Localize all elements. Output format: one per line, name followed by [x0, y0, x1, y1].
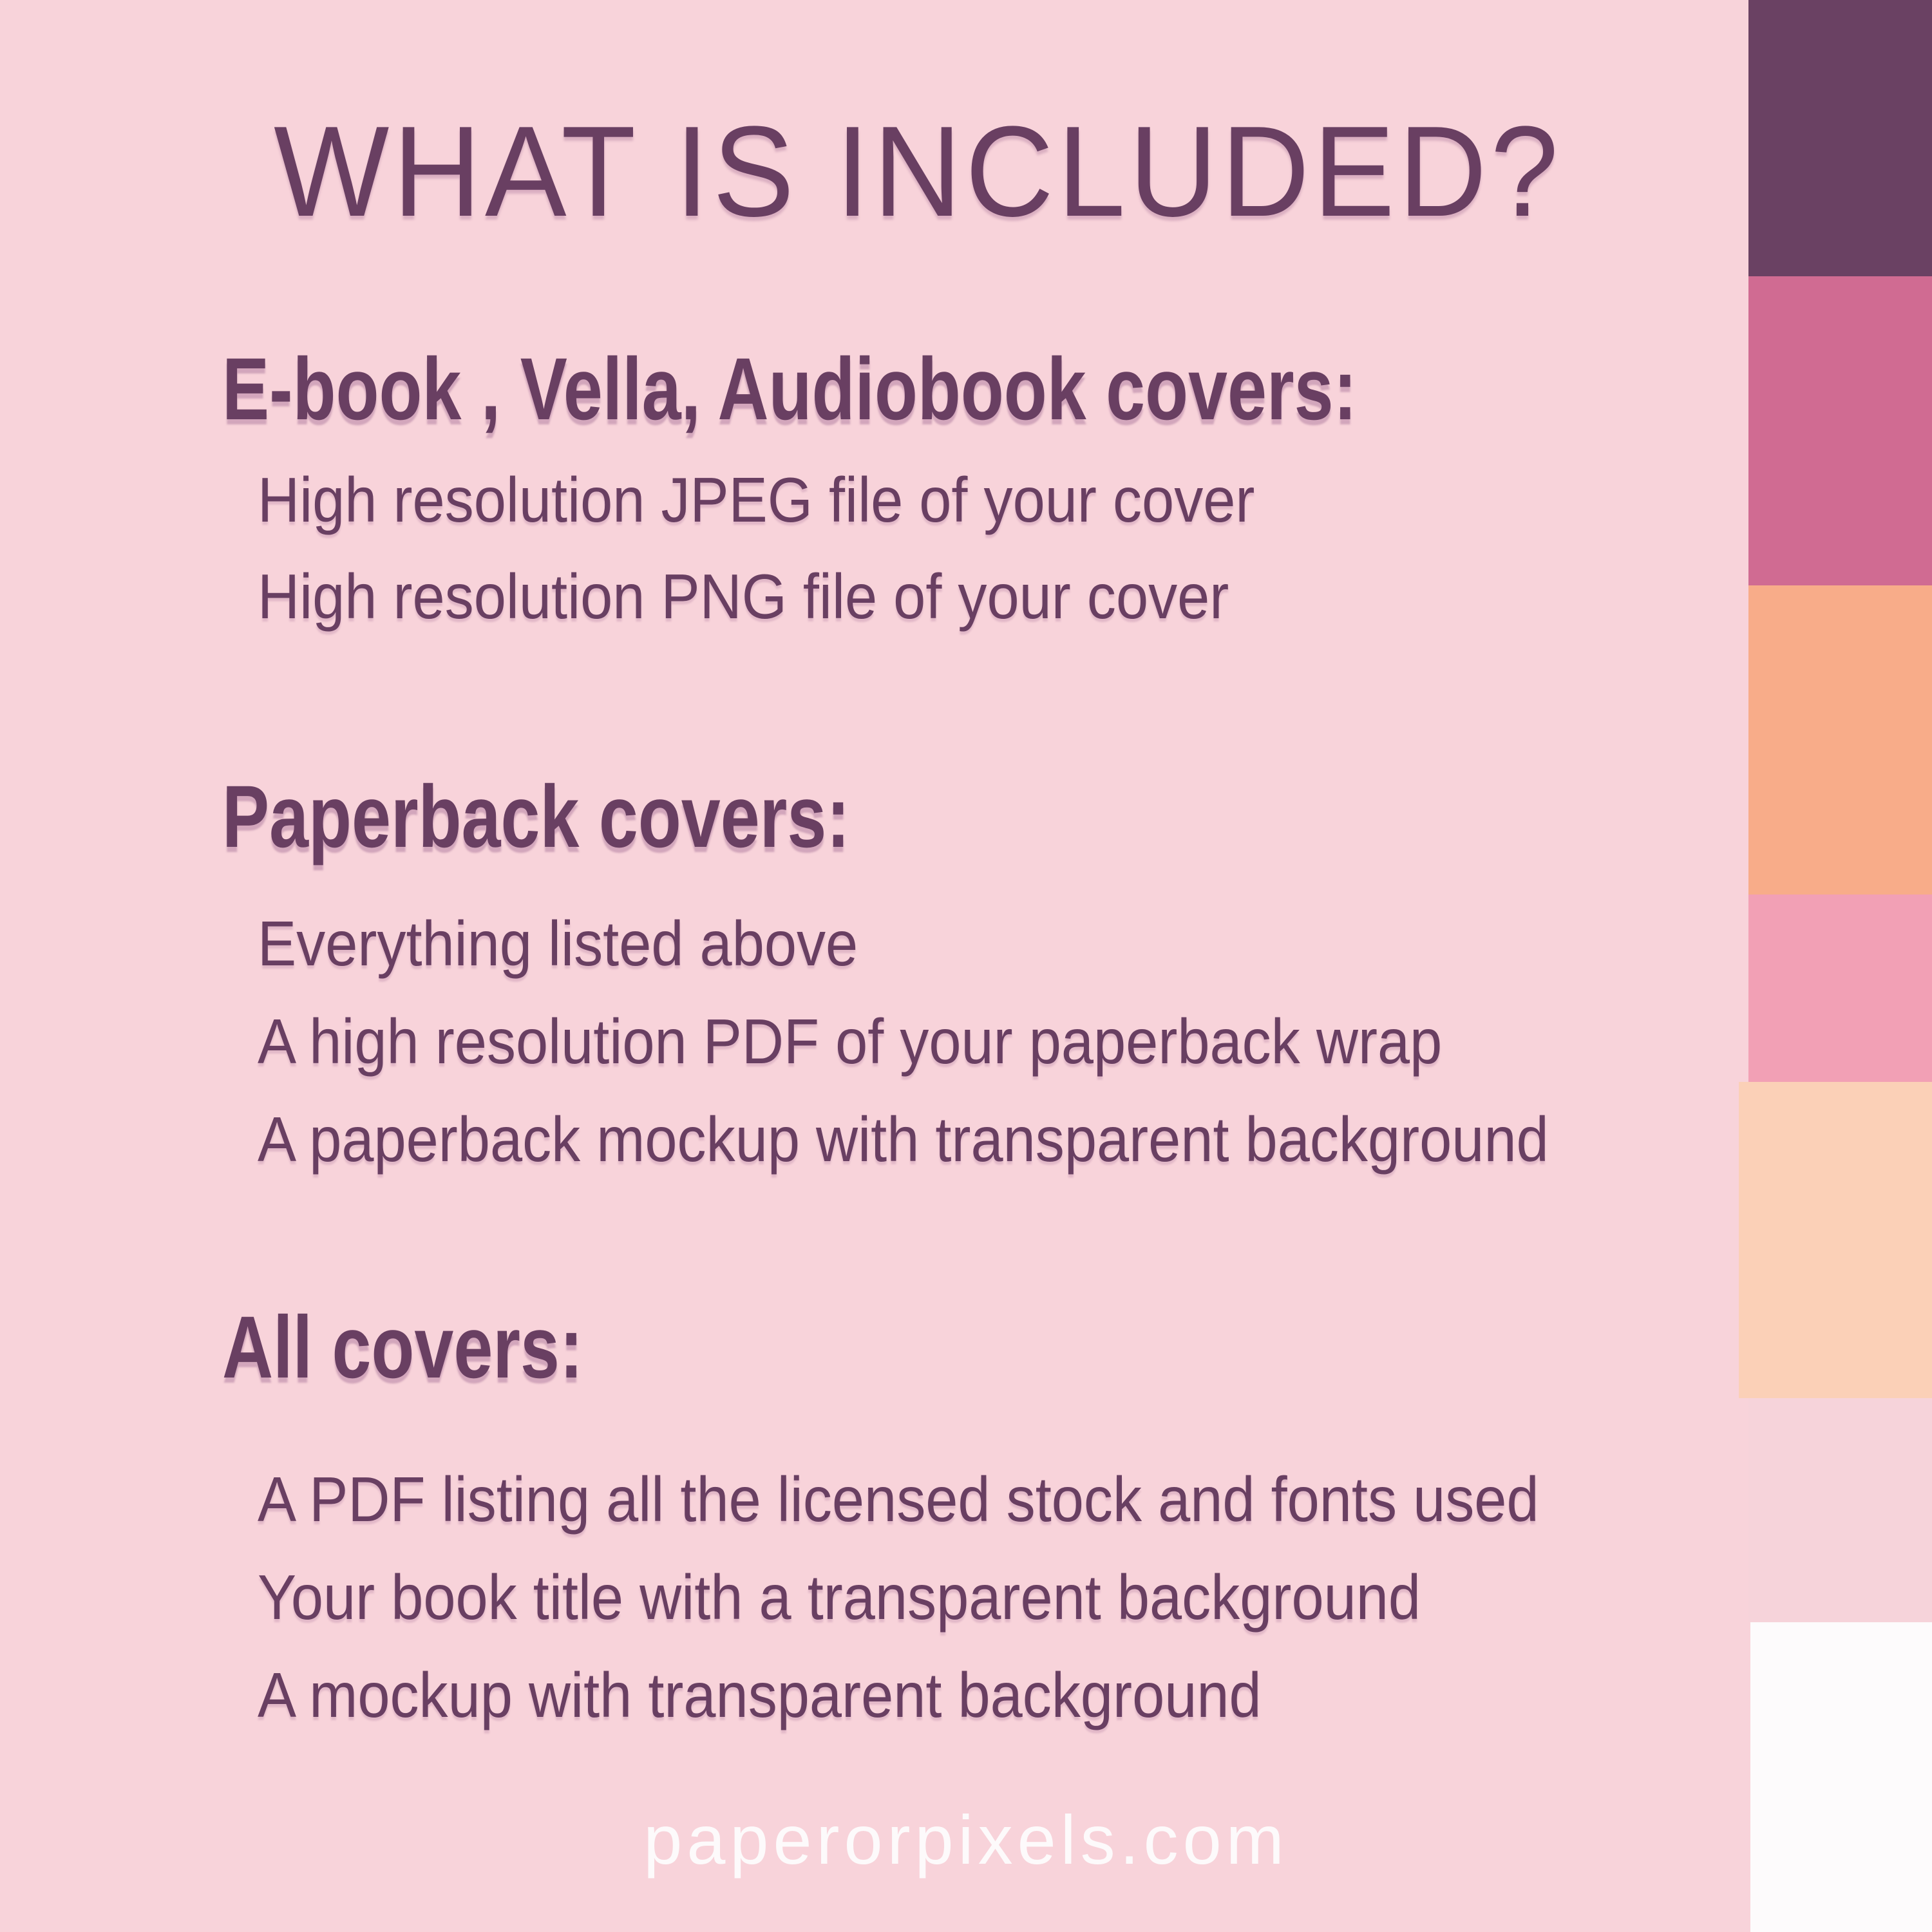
palette-swatch-peach [1739, 1082, 1932, 1398]
palette-swatch-salmon-orange [1748, 585, 1932, 895]
palette-swatch-blush [1748, 1398, 1932, 1622]
page-title: WHAT IS INCLUDED? [274, 100, 1562, 243]
website-url: paperorpixels.com [643, 1801, 1289, 1879]
palette-swatch-rose-pink [1748, 895, 1932, 1082]
section-heading-paperback-covers: Paperback covers: [222, 768, 850, 866]
list-item: High resolution PNG file of your cover [258, 561, 1229, 632]
palette-swatch-dark-plum [1748, 0, 1932, 276]
list-item: A mockup with transparent background [258, 1660, 1262, 1730]
palette-swatch-raspberry [1748, 276, 1932, 585]
list-item: A PDF listing all the licensed stock and fonts used [258, 1464, 1539, 1535]
list-item: Your book title with a transparent background [258, 1562, 1421, 1633]
section-heading-all-covers: All covers: [222, 1298, 583, 1397]
list-item: High resolution JPEG file of your cover [258, 464, 1255, 535]
palette-swatch-white [1750, 1622, 1932, 1932]
section-heading-ebook-covers: E-book , Vella, Audiobook covers: [222, 340, 1358, 439]
list-item: A paperback mockup with transparent background [258, 1104, 1549, 1175]
list-item: Everything listed above [258, 908, 858, 979]
list-item: A high resolution PDF of your paperback wrap [258, 1006, 1443, 1077]
